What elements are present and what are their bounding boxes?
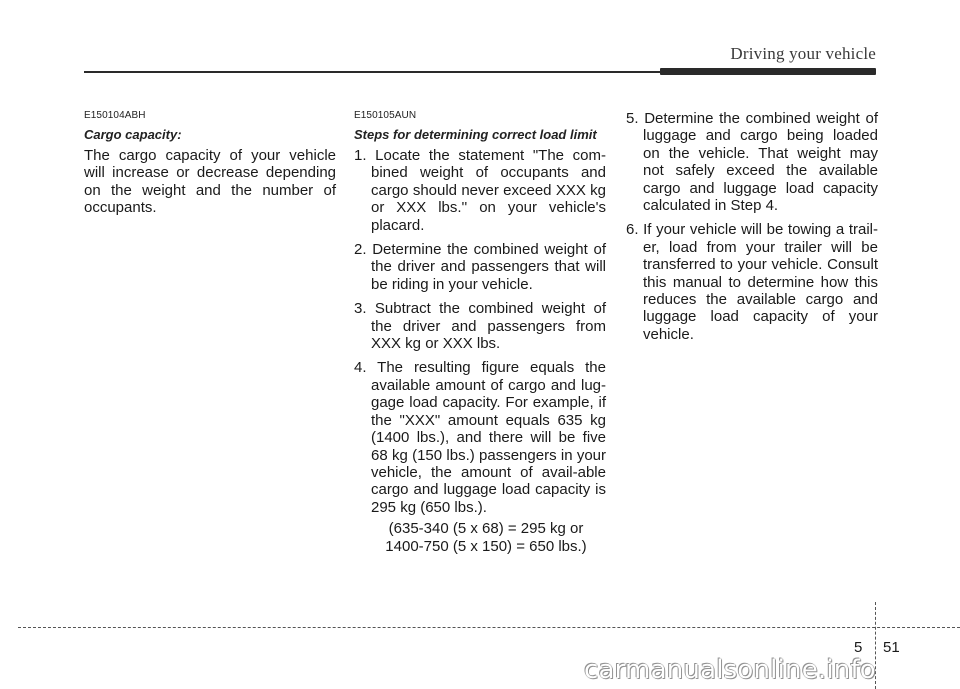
header-rule	[84, 71, 680, 73]
section-code: E150105AUN	[354, 110, 417, 121]
step-item: 2. Determine the combined weight of the driver and passengers that will be riding in your vehicle.	[354, 241, 606, 293]
step-item: 4. The resulting figure equals the available amount of cargo and lug-gage load capacity. For example, if the "XXX" amount equals 635 kg (1400 lbs.), and there will be five 68 kg (150 lbs.) passengers in your vehicle, the amount of avail-able cargo and luggage load capacity is 295 kg (650 lbs.).	[354, 359, 606, 516]
watermark: carmanualsonline.info	[584, 655, 876, 685]
formula-line: (635-340 (5 x 68) = 295 kg or	[388, 520, 584, 538]
section-body: The cargo capacity of your vehicle will increase or decrease depending on the weight and the number of occupants.	[84, 147, 336, 217]
section-heading: Cargo capacity:	[84, 127, 182, 142]
steps-list	[626, 110, 878, 343]
header-rule-accent	[660, 68, 876, 75]
footer-page-number: 51	[883, 639, 900, 656]
footer-section-number: 5	[854, 639, 863, 656]
step-item: 6. If your vehicle will be towing a trail-er, load from your trailer will be transferred to your vehicle. Consult this manual to determine how this reduces the available cargo and luggage load capacity of your vehicle.	[626, 221, 878, 343]
column-load-limit-steps-continued	[626, 110, 878, 350]
step-item: 3. Subtract the combined weight of the driver and passengers from XXX kg or XXX lbs.	[354, 300, 606, 353]
step-item: 5. Determine the combined weight of luggage and cargo being loaded on the vehicle. That weight may not safely exceed the available cargo and luggage load capacity calculated in Step 4.	[626, 110, 878, 215]
footer-rule	[18, 627, 960, 628]
section-code: E150104ABH	[84, 110, 146, 121]
section-heading: Steps for determining correct load limit	[354, 127, 597, 142]
header-title: Driving your vehicle	[730, 44, 876, 63]
column-cargo-capacity	[84, 110, 336, 217]
steps-list	[354, 147, 606, 516]
step-item: 1. Locate the statement "The com-bined weight of occupants and cargo should never exceed XXX kg or XXX lbs.'' on your vehicle's placard.	[354, 147, 606, 234]
column-load-limit-steps	[354, 110, 606, 555]
formula-line: 1400-750 (5 x 150) = 650 lbs.)	[385, 537, 587, 555]
